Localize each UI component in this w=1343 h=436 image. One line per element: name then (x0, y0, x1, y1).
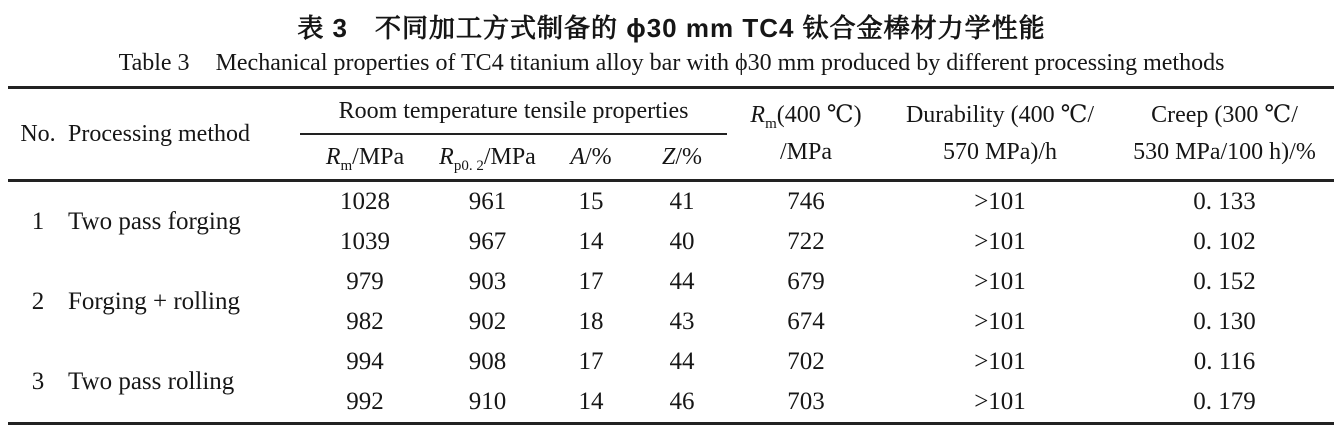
cell-rm400: 679 (787, 268, 825, 295)
cell-rm400: 722 (787, 228, 825, 255)
table-caption-zh: 表 3 不同加工方式制备的 ϕ30 mm TC4 钛合金棒材力学性能 (297, 13, 1046, 43)
cell-rp02: 902 (468, 308, 507, 335)
cell-z: 44 (669, 268, 695, 295)
cell-no: 3 (31, 368, 45, 395)
col-header-durability: Durability (400 ℃/ 570 MPa)/h (905, 101, 1095, 165)
cell-a: 14 (578, 388, 604, 415)
cell-rm400: 702 (787, 348, 825, 375)
table-row (8, 181, 1334, 223)
cell-rm: 1028 (340, 188, 390, 215)
col-header-no: No. (20, 120, 56, 147)
cell-rp02: 961 (468, 188, 507, 215)
table-caption-en-label: Table 3 (118, 50, 190, 76)
cell-a: 18 (578, 308, 604, 335)
cell-creep: 0. 152 (1193, 268, 1256, 295)
col-header-creep: Creep (300 ℃/ 530 MPa/100 h)/% (1133, 101, 1316, 165)
cell-durability: >101 (974, 268, 1026, 295)
cell-rp02: 903 (468, 268, 507, 295)
cell-rm400: 746 (787, 188, 825, 215)
cell-z: 43 (669, 308, 695, 335)
table-row (8, 342, 1334, 382)
cell-z: 41 (669, 188, 695, 215)
col-header-z: Z/% (661, 143, 703, 170)
cell-rm: 982 (346, 308, 384, 335)
col-header-rp02: $R_{p0. 2}$/MPa (439, 143, 536, 174)
table-header (8, 88, 1334, 181)
cell-method: Forging + rolling (68, 288, 240, 315)
cell-rp02: 967 (468, 228, 507, 255)
col-header-rm: $R_m$/MPa (325, 143, 405, 174)
mechanical-properties-table (8, 86, 1334, 425)
cell-durability: >101 (974, 188, 1026, 215)
cell-z: 46 (669, 388, 695, 415)
cell-creep: 0. 102 (1193, 228, 1256, 255)
table-caption-en (0, 50, 1343, 77)
cell-method: Two pass forging (68, 208, 241, 235)
cell-creep: 0. 179 (1193, 388, 1256, 415)
cell-a: 14 (578, 228, 604, 255)
cell-rm400: 674 (787, 308, 825, 335)
cell-a: 15 (578, 188, 604, 215)
cell-z: 40 (669, 228, 695, 255)
cell-rp02: 910 (468, 388, 507, 415)
cell-rm400: 703 (787, 388, 825, 415)
col-header-method: Processing method (68, 120, 250, 147)
col-header-rm400: $R_m(400$ ℃) /MPa (750, 101, 862, 165)
cell-no: 2 (31, 288, 45, 315)
cell-rm: 979 (346, 268, 384, 295)
cell-rm: 994 (346, 348, 384, 375)
cell-durability: >101 (974, 388, 1026, 415)
cell-durability: >101 (974, 228, 1026, 255)
cell-no: 1 (31, 208, 45, 235)
table-caption-en-text: Mechanical properties of TC4 titanium alloy bar with ϕ30 mm produced by different processing methods (215, 50, 1225, 76)
cell-creep: 0. 133 (1193, 188, 1256, 215)
cell-durability: >101 (974, 308, 1026, 335)
table-body (8, 181, 1334, 424)
cell-rp02: 908 (468, 348, 507, 375)
col-header-a: A/% (570, 143, 612, 170)
cell-rm: 1039 (340, 228, 390, 255)
cell-rm: 992 (346, 388, 384, 415)
cell-creep: 0. 130 (1193, 308, 1256, 335)
cell-creep: 0. 116 (1193, 348, 1256, 375)
cell-durability: >101 (974, 348, 1026, 375)
col-header-tensile-group: Room temperature tensile properties (300, 88, 727, 135)
cell-a: 17 (578, 268, 604, 295)
table-row (8, 262, 1334, 302)
cell-z: 44 (669, 348, 695, 375)
cell-a: 17 (578, 348, 604, 375)
cell-method: Two pass rolling (68, 368, 235, 395)
